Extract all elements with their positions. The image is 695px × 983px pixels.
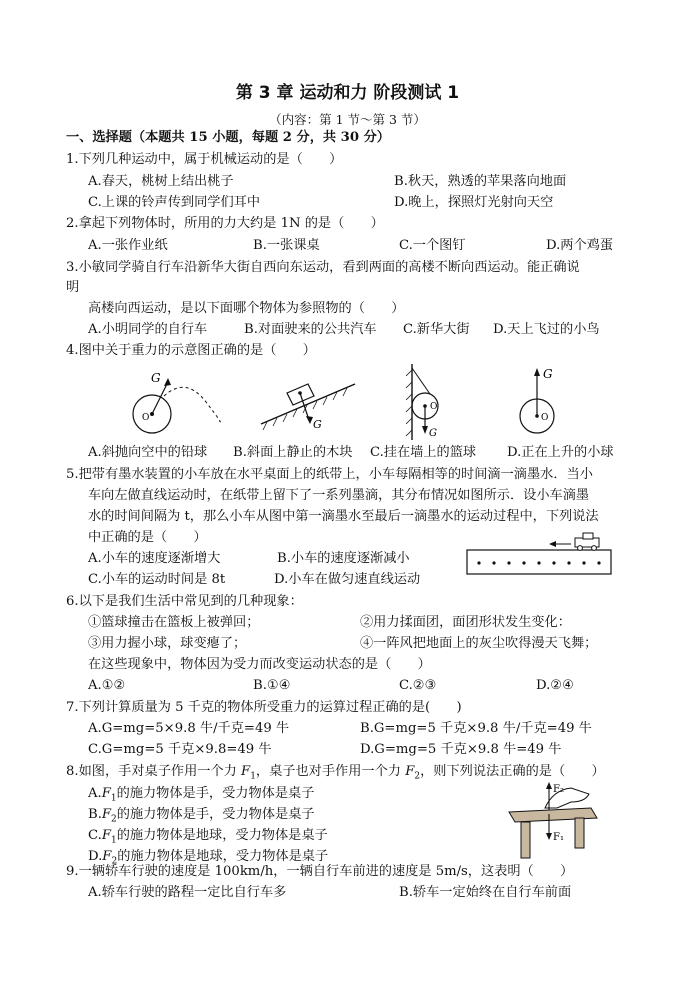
q7-stem: 7.下列计算质量为 5 千克的物体所受重力的运算过程正确的是( ) xyxy=(66,700,462,715)
q5-option-a: A.小车的速度逐渐增大 xyxy=(88,551,221,566)
q6-option-d: D.②④ xyxy=(536,678,574,693)
q5-stem-line1: 5.把带有墨水装置的小车放在水平桌面上的纸带上，小车每隔相等的时间滴一滴墨水．当小 xyxy=(66,467,593,482)
svg-text:G: G xyxy=(543,367,553,381)
q8-stem: 8.如图，手对桌子作用一个力 $F_1$，桌子也对手作用一个力 $F_2$，则下列说法正确的是（ ） xyxy=(66,764,605,782)
svg-text:O: O xyxy=(430,402,438,412)
q7-option-d: D.G=mg=5 千克×9.8 牛=49 牛 xyxy=(360,742,562,757)
q1-option-a: A.春天，桃树上结出桃子 xyxy=(88,174,234,189)
label-g: G xyxy=(151,371,161,385)
q4-option-c: C.挂在墙上的篮球 xyxy=(370,445,477,460)
q2-option-a: A.一张作业纸 xyxy=(88,238,168,253)
label-o: O xyxy=(142,413,150,423)
svg-text:G: G xyxy=(429,428,437,439)
label-f1: F₁ xyxy=(553,832,564,843)
q3-option-a: A.小明同学的自行车 xyxy=(88,322,208,337)
q5-option-b: B.小车的速度逐渐减小 xyxy=(277,551,410,566)
q9-option-b: B.轿车一定始终在自行车前面 xyxy=(399,885,572,900)
q2-stem: 2.拿起下列物体时，所用的力大约是 1N 的是（ ） xyxy=(66,216,384,231)
q9-option-a: A.轿车行驶的路程一定比自行车多 xyxy=(88,885,287,900)
q7-option-b: B.G=mg=5 千克×9.8 牛/千克=49 牛 xyxy=(360,721,592,736)
q2-option-c: C.一个图钉 xyxy=(399,238,466,253)
q1-option-c: C.上课的铃声传到同学们耳中 xyxy=(88,195,261,210)
q3-option-b: B.对面驶来的公共汽车 xyxy=(244,322,377,337)
q4-option-d: D.正在上升的小球 xyxy=(507,445,614,460)
q3-stem-line3: 高楼向西运动，是以下面哪个物体为参照物的（ ） xyxy=(88,301,405,316)
q8-option-b: $B.F_2$的施力物体是手，受力物体是桌子 xyxy=(88,807,315,825)
q3-stem-line2: 明 xyxy=(66,280,80,295)
figure-rising-ball xyxy=(505,362,575,442)
q6-phenomenon-2: ②用力揉面团，面团形状发生变化： xyxy=(360,615,571,630)
figure-ink-cart-tape xyxy=(465,530,615,580)
q1-stem: 1.下列几种运动中，属于机械运动的是（ ） xyxy=(66,152,343,167)
q8-option-c: $C.F_1$的施力物体是地球，受力物体是桌子 xyxy=(88,828,328,846)
q8-option-d: $D.F_2$的施力物体是地球，受力物体是桌子 xyxy=(88,849,329,867)
q6-phenomenon-4: ④一阵风把地面上的灰尘吹得漫天飞舞； xyxy=(360,636,598,651)
figure-ball-on-wall xyxy=(398,362,468,442)
page-subtitle: （内容：第 1 节～第 3 节） xyxy=(269,112,426,127)
q5-option-d: D.小车在做匀速直线运动 xyxy=(274,572,421,587)
svg-text:O: O xyxy=(541,413,549,423)
q6-phenomenon-1: ①篮球撞击在篮板上被弹回； xyxy=(88,615,260,630)
q2-option-b: B.一张课桌 xyxy=(253,238,320,253)
q2-option-d: D.两个鸡蛋 xyxy=(546,238,614,253)
q3-option-d: D.天上飞过的小鸟 xyxy=(493,322,600,337)
q9-stem: 9.一辆轿车行驶的速度是 100km/h，一辆自行车前进的速度是 5m/s，这表明（ ） xyxy=(66,864,574,879)
section-heading: 一、选择题（本题共 15 小题，每题 2 分，共 30 分） xyxy=(66,130,390,145)
figure-block-on-incline xyxy=(255,362,365,442)
page-title: 第 3 章 运动和力 阶段测试 1 xyxy=(235,83,460,103)
q6-stem: 6.以下是我们生活中常见到的几种现象： xyxy=(66,594,303,609)
q1-option-d: D.晚上，探照灯光射向天空 xyxy=(394,195,554,210)
figure-hand-on-table xyxy=(505,778,600,860)
q3-option-c: C.新华大街 xyxy=(403,322,470,337)
q5-stem-line2: 车向左做直线运动时，在纸带上留下了一系列墨滴，其分布情况如图所示．设小车滴墨 xyxy=(88,488,590,503)
q6-phenomenon-3: ③用力握小球，球变瘪了； xyxy=(88,636,247,651)
q5-stem-line3: 水的时间间隔为 t，那么小车从图中第一滴墨水至最后一滴墨水的运动过程中，下列说法 xyxy=(88,509,599,524)
q3-stem-line1: 3.小敏同学骑自行车沿新华大街自西向东运动，看到两面的高楼不断向西运动。能正确说 xyxy=(66,260,580,275)
svg-text:G: G xyxy=(313,418,322,431)
q7-option-a: A.G=mg=5×9.8 牛/千克=49 牛 xyxy=(88,721,290,736)
q4-option-a: A.斜抛向空中的铅球 xyxy=(88,445,208,460)
q1-option-b: B.秋天，熟透的苹果落向地面 xyxy=(394,174,567,189)
q5-option-c: C.小车的运动时间是 8t xyxy=(88,572,226,587)
q7-option-c: C.G=mg=5 千克×9.8=49 牛 xyxy=(88,742,272,757)
q4-option-b: B.斜面上静止的木块 xyxy=(233,445,353,460)
q6-option-b: B.①④ xyxy=(253,678,291,693)
q6-question: 在这些现象中，物体因为受力而改变运动状态的是（ ） xyxy=(88,657,431,672)
q6-option-a: A.①② xyxy=(88,678,126,693)
label-f2: F₂ xyxy=(553,784,564,795)
q8-option-a: $A.F_1$的施力物体是手，受力物体是桌子 xyxy=(88,786,315,804)
figure-thrown-shot xyxy=(118,362,228,442)
q4-stem: 4.图中关于重力的示意图正确的是（ ） xyxy=(66,343,316,358)
q5-stem-line4: 中正确的是（ ） xyxy=(88,530,207,545)
q6-option-c: C.②③ xyxy=(399,678,437,693)
